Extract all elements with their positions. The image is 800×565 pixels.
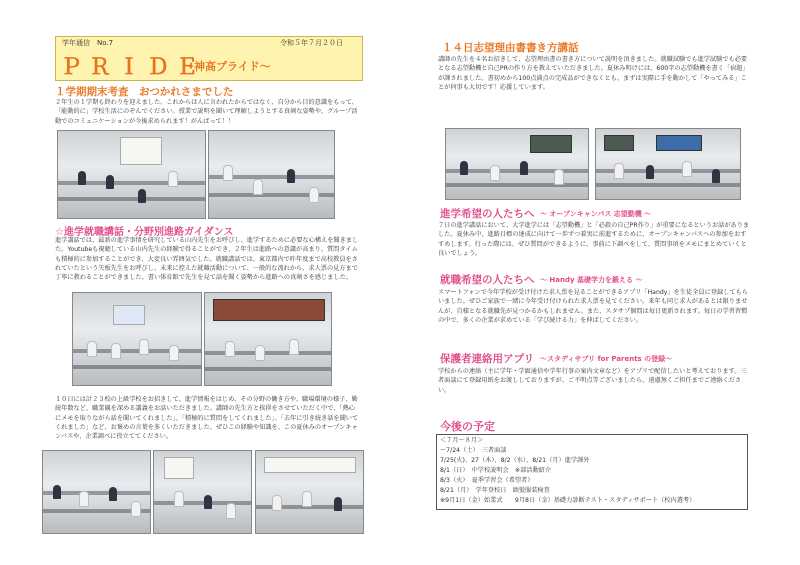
essay-class-photo-2 [595,128,741,200]
schedule-line: ※9月1日（金）始業式 9月8日（金）基礎力診断テスト・スタディサポート（校内選考） [440,497,696,504]
section-title-employment: 就職希望の人たちへ [440,274,535,286]
section-body-exam: ２年生の１学期も終わりを迎えました。これからは人に言われたからではなく、自分から目的意識をもって、「能動的に」学校生活にのぞんでください。授業で説明を聞いて理解しようとする真剣な姿勢や、グループ活動でのコミュニケーションが今後求められます！がんばって！！ [55,99,358,125]
issue-date: 令和５年７月２０日 [280,39,343,47]
schedule-line: ～7/24（土） 三者面談 [440,447,507,454]
seminar-photo-1 [42,450,151,534]
page-subtitle: ～神高プライド～ [183,60,271,73]
classroom-photo-2 [208,130,335,219]
newsletter-label: 学年通信 No.7 [62,39,114,47]
seminar-photo-3 [255,450,364,534]
schedule-box [436,434,748,510]
section-sub-parents-app: ～スタディサプリ for Parents の登録～ [540,355,673,363]
section-title-university: 進学希望の人たちへ [440,208,535,220]
schedule-line: 7/25(火)、27（木）、8/2（水）、8/21（月）進学課外 [440,457,590,464]
right-page [400,0,800,565]
schedule-line: ＜７月～８月＞ [440,437,484,444]
section-sub-university: ～ オープンキャンパス 志望動機 ～ [540,210,652,218]
section-title-guidance: ☆進学就職講話・分野別進路ガイダンス [55,227,234,238]
gym-photo-1 [204,292,332,386]
section-sub-employment: ～ Handy 基礎学力を鍛える ～ [540,276,643,284]
section-body-university: ７日の進学講話において、大学進学には「志望動機」と「必殺の自己PR作り」が重要になるというお話がありました。夏休み中、進路目標の達成に向けて一歩ずつ着実に前進するために、オープンキャンパスへの参加をおすすめします。行った際には、ぜひ質問ができるように、事前に下調べをして、質問事項をメモにまとめていくと良いでしょう。 [438,222,750,257]
lecture-hall-photo-1 [72,292,202,386]
section-body-guidance: 進学講話では、最新の進学事情を研究している山内先生をお呼びし、進学するために必要な心構えを聞きました。Youtubeも視聴している山内先生の経験で得ることができ、２年生は進路への意識が高まり、質問タイムも積極的に参加することができ、大変良い雰囲気でした。就職講話では、東京都内で昨年度まで高校教員をされていたという矢板先生をお呼びし、未来に控えた就職活動について、一般的な流れから、求人票の見方まで丁寧に教わることができました。書い体育館で先生を見て話を聞く姿勢から進路への真剣さを感じました。 [55,237,359,282]
section-body-essay: 講師の先生を４名お招きして、志望理由書の書き方について説明を頂きました。就職試験でも進学試験でも必要となる志望動機と自己PRの作り方を教えていただきました。夏休み明けには、600字の志望動機を書く「宿題」が課されました。書初めから100点満点の完成品ができなくとも、まずは実際に手を動かして「やってみる」ことが何事も大切です！応援しています。 [438,56,748,91]
essay-class-photo-1 [445,128,589,200]
section-title-exam: １学期期末考査 おつかれさまでした [55,86,234,98]
schedule-line: 8/21（月） 学年登校日 頭髪服装検査 [440,487,550,494]
section-body-parents-app: 学校からの連絡（主に学年・学級通信や学年行事の案内文章など）をアプリで配信したいと考えております。三者面談にて登録用紙をお渡ししておりますが、ご不明点等ございましたら、遠慮無くご担任までご連絡ください。 [438,368,747,394]
schedule-line: 8/3（火） 夏季学習会（希望者） [440,477,534,484]
section-title-parents-app: 保護者連絡用アプリ [440,353,535,365]
section-title-schedule: 今後の予定 [440,420,495,433]
section-body-schools: １０日には計２３校の上級学校をお招きして、進学情報をはじめ、その分野の働き方や、職場環境の様子、勤続年数など、職業観を深める講義をお話いただきました。講師の先生方と挨拶をさせていただく中で、「熱心にメモを取りながら話を聞いてくれました」、「積極的に質問をしてくれました」、「去年に引き続き話を聞いてくれました」など、お褒めの言葉を多くいただきました。ぜひこの経験や知識を、この夏休みのオープンキャンパスや、企業調べに役立ててください。 [55,396,359,441]
page-title: ＰＲＩＤＥ [60,55,206,80]
classroom-photo-1 [57,130,206,219]
section-body-employment: スマートフォンで今年学校が受け付けた求人票を見ることができるアプリ「Handy」を生徒全員に登録してもらいました。ぜひご家族で一緒に今年受け付けられた求人票を見てください。来年も同じ求人があるとは限りませんが、自様となる就職先が見つかるかもしれません。また、スタサプ個問は毎日更新されます。毎日の学習習慣の中で、多くの企業が求めている「学び続ける力」を伸ばしてください。 [438,289,748,324]
section-title-essay: １４日志望理由書書き方講話 [442,42,579,54]
schedule-line: 8/1（日） 中学校説明会 ※部活動紹介 [440,467,552,474]
seminar-photo-2 [153,450,252,534]
